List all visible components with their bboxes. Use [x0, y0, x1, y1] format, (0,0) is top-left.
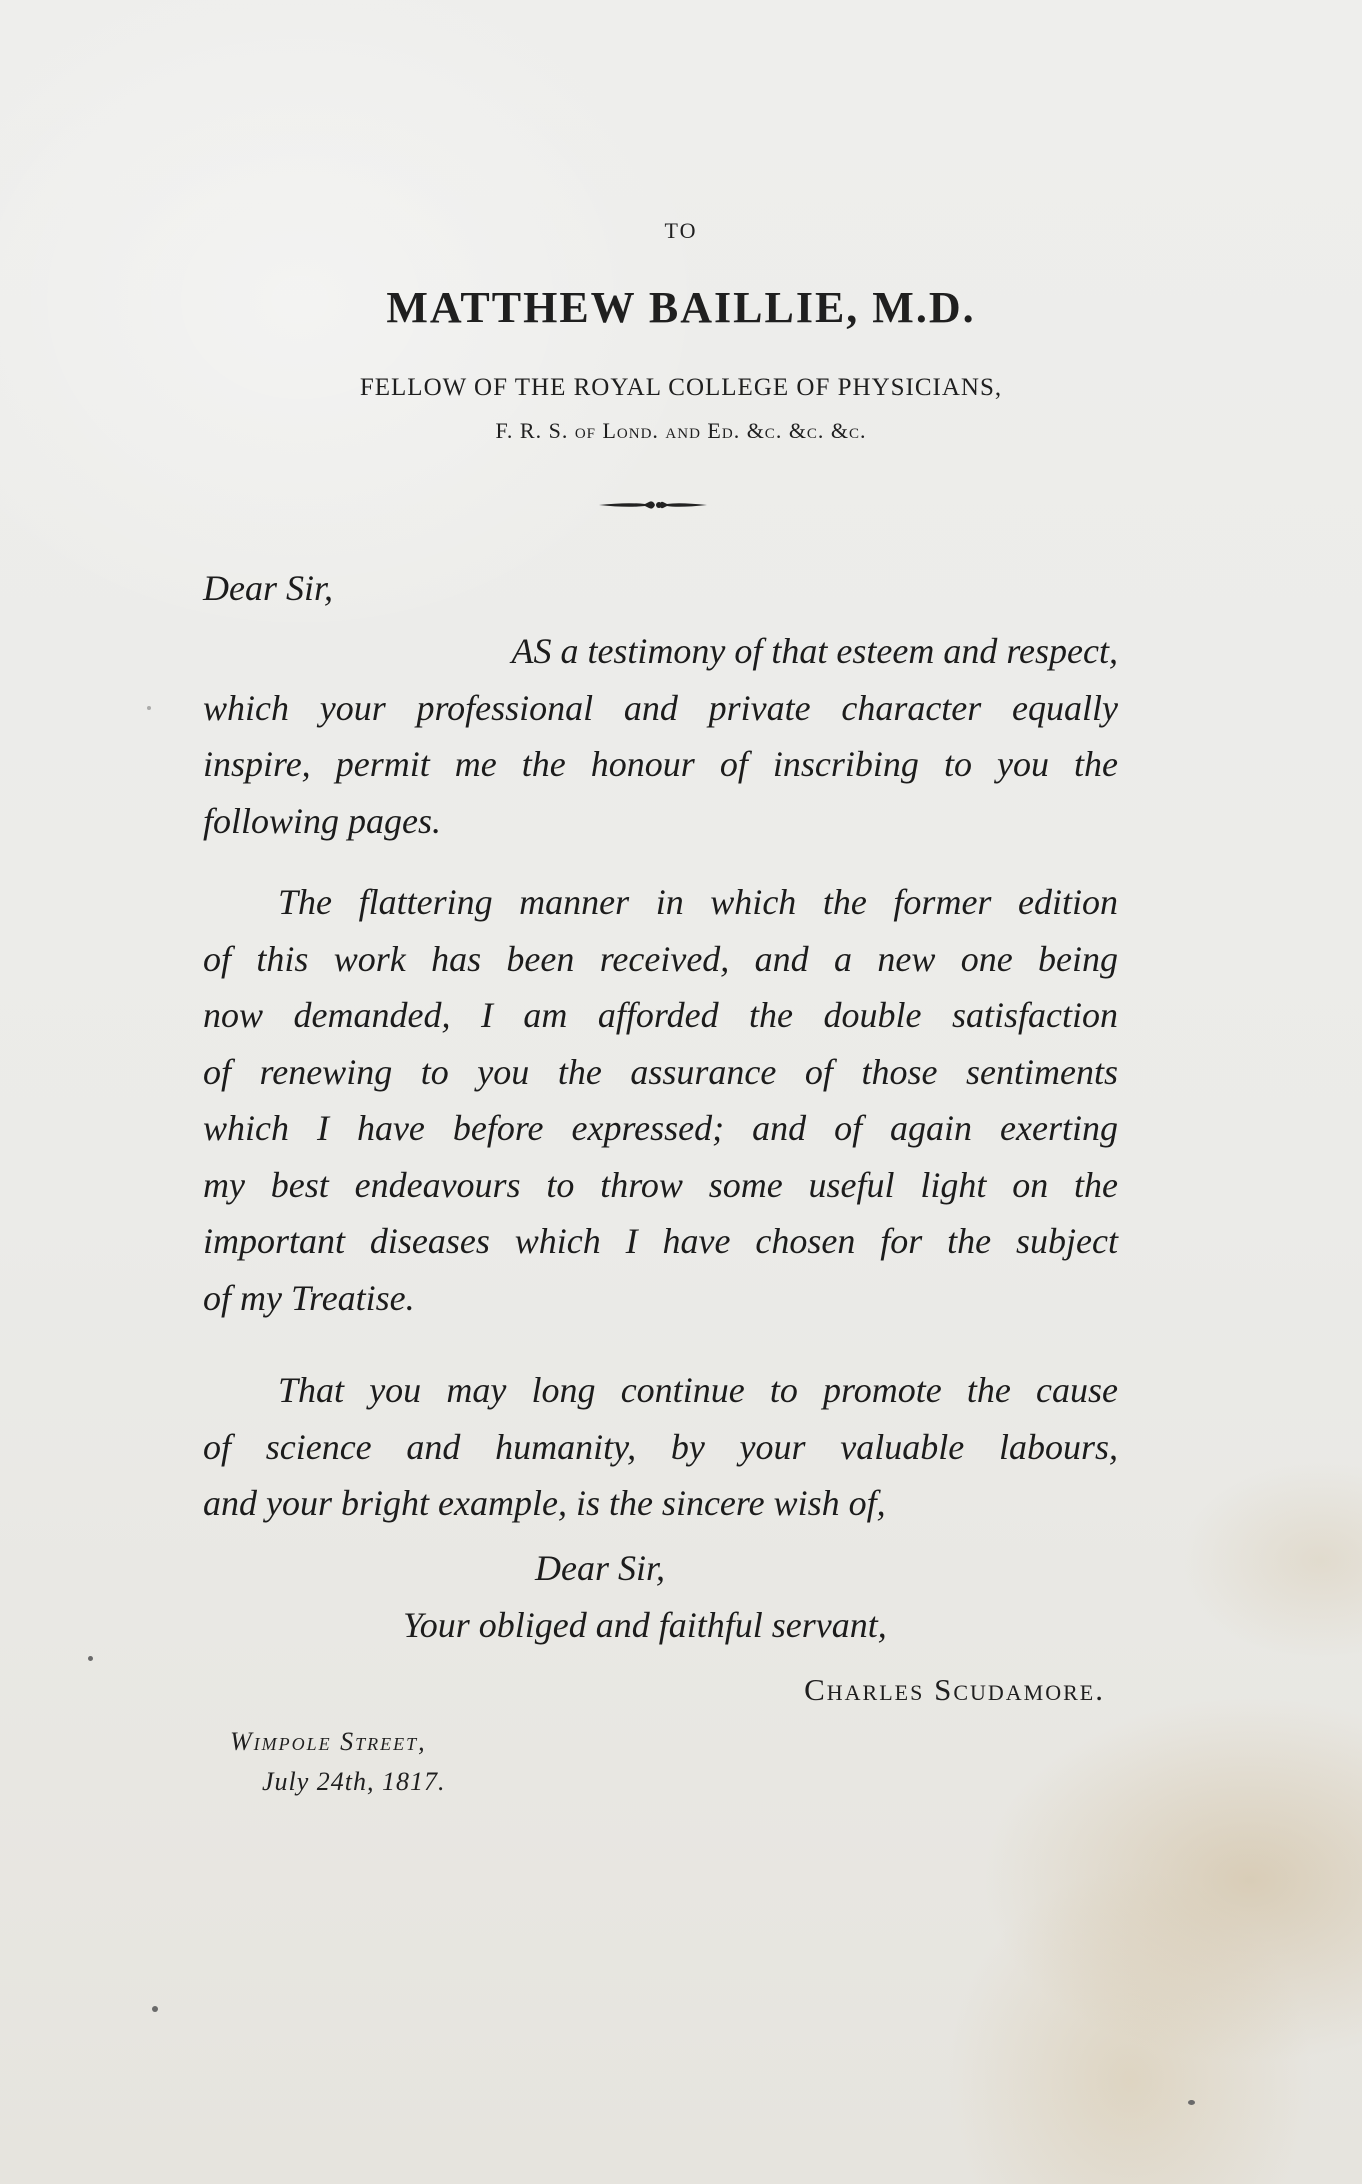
- paragraph-1-line-3: inspire, permit me the honour of inscribing to you the: [203, 744, 1118, 784]
- paragraph-2-line-5: which I have before expressed; and of again exerting: [203, 1108, 1118, 1148]
- paragraph-2-line-7: important diseases which I have chosen for the subject: [203, 1221, 1118, 1261]
- salutation: Dear Sir,: [203, 568, 334, 608]
- paragraph-2-line-3: now demanded, I am afforded the double satisfaction: [203, 995, 1118, 1035]
- dedication-to: TO: [664, 218, 698, 243]
- paragraph-2-line-2: of this work has been received, and a new one being: [203, 938, 1118, 979]
- paper-speck: [152, 2006, 158, 2012]
- closing-line: Your obliged and faithful servant,: [403, 1605, 887, 1645]
- paragraph-3: [203, 1362, 1118, 1532]
- paragraph-1-line-4: following pages.: [203, 800, 442, 841]
- paragraph-1-line-1: AS a testimony of that esteem and respect,: [511, 631, 1118, 671]
- paper-speck: [1188, 2100, 1195, 2105]
- ornament-divider: [597, 497, 709, 513]
- paragraph-2: [203, 874, 1118, 1326]
- paragraph-3-line-3: and your bright example, is the sincere wish of,: [203, 1483, 886, 1523]
- paragraph-3-line-1: That you may long continue to promote the cause: [278, 1370, 1118, 1410]
- closing-salutation: Dear Sir,: [535, 1548, 666, 1588]
- paper-speck: [88, 1656, 93, 1661]
- dateline-date: July 24th, 1817.: [262, 1767, 446, 1796]
- paragraph-1-line-2: which your professional and private character equally: [203, 687, 1118, 728]
- dedicatee-fellowship: FELLOW OF THE ROYAL COLLEGE OF PHYSICIANS,: [359, 374, 1003, 401]
- paragraph-3-line-2: of science and humanity, by your valuable labours,: [203, 1426, 1118, 1467]
- dedicatee-name: MATTHEW BAILLIE, M.D.: [386, 283, 976, 332]
- paragraph-2-line-6: my best endeavours to throw some useful light on the: [203, 1164, 1118, 1205]
- paper-speck: [147, 706, 151, 710]
- paragraph-2-line-8: of my Treatise.: [203, 1277, 415, 1318]
- signature: Charles Scudamore.: [804, 1672, 1105, 1707]
- dateline-place: Wimpole Street,: [230, 1727, 427, 1756]
- paragraph-1: [203, 623, 1118, 849]
- dedicatee-credentials: F. R. S. of Lond. and Ed. &c. &c. &c.: [495, 418, 867, 443]
- paragraph-2-line-1: The flattering manner in which the former edition: [278, 882, 1118, 922]
- paragraph-2-line-4: of renewing to you the assurance of those sentiments: [203, 1051, 1118, 1092]
